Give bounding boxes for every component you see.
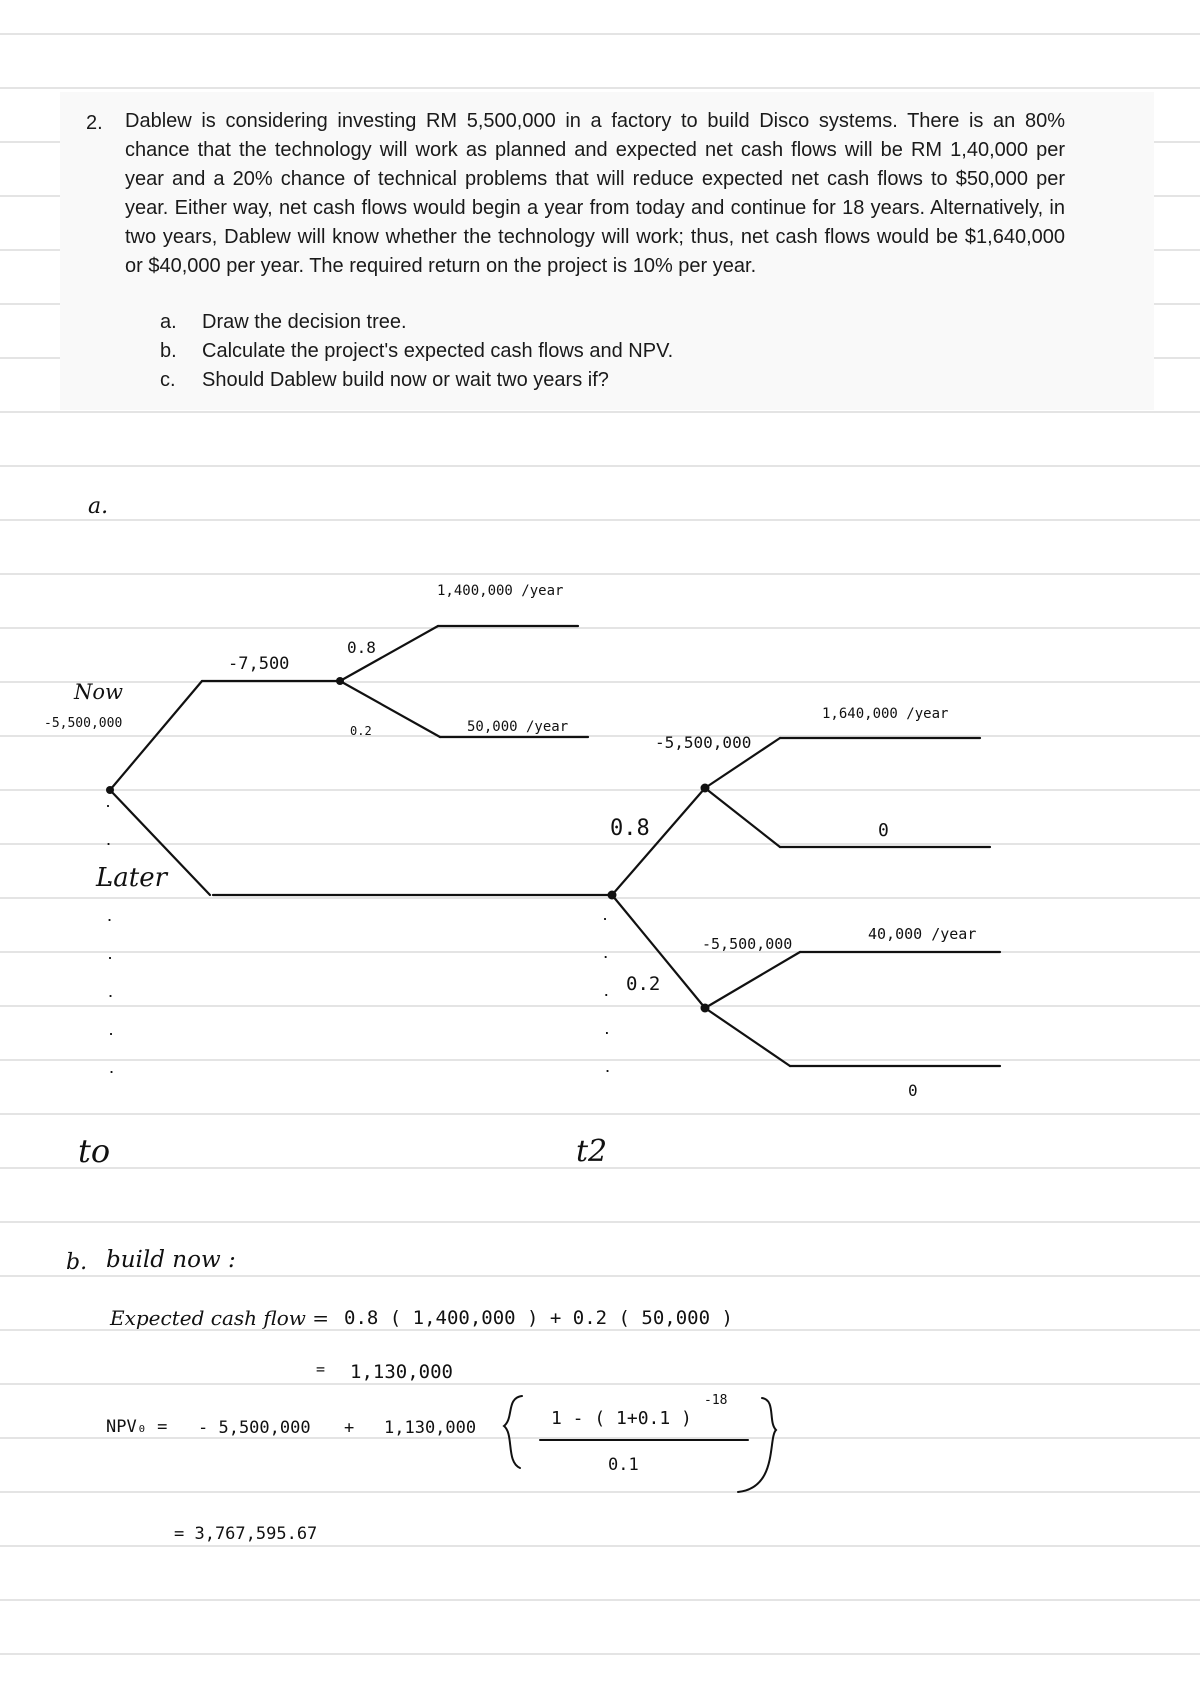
tree-later-label: Later	[96, 863, 168, 893]
npv-investment: - 5,500,000	[198, 1418, 311, 1438]
answer-b-label: b.	[66, 1250, 88, 1275]
tree-later-invest-low: -5,500,000	[702, 935, 793, 953]
npv-result: = 3,767,595.67	[174, 1524, 318, 1544]
tree-now-label: Now	[74, 680, 123, 704]
answer-a-label: a.	[88, 494, 109, 519]
question-text: Dablew is considering investing RM 5,500,000 in a factory to build Disco systems. There is an 80% chance that the technology will work as planned and expected net cash flows will be RM 1,40,000 per year and a 20% chance of technical problems that will reduce expected net cash flows to $50,000 per year. Either way, net cash flows would begin a year from today and continue for 18 years. Alternatively, in two years, Dablew will know whether the technology will work; thus, net cash flows would be $1,640,000 or $40,000 per year. The required return on the project is 10% per year.	[125, 110, 1065, 277]
question-number: 2.	[86, 112, 103, 134]
tree-p-high: 0.8	[347, 638, 376, 657]
npv-numerator: 1 - ( 1+0.1 )	[551, 1408, 692, 1429]
npv-denominator: 0.1	[608, 1455, 639, 1475]
ecf-result: 1,130,000	[350, 1361, 453, 1383]
tree-branch-cost: -7,500	[228, 654, 290, 674]
tree-now-low-cf: 50,000 /year	[467, 719, 569, 735]
timeline-t2-label: t2	[576, 1134, 608, 1169]
tree-later-p-high: 0.8	[610, 816, 650, 841]
timeline-t0-label: to	[78, 1132, 111, 1170]
part-letter: a.	[160, 311, 177, 333]
ecf-label: Expected cash flow =	[110, 1306, 329, 1330]
npv-cash-flow: 1,130,000	[384, 1418, 477, 1438]
tree-later-invest-high: -5,500,000	[655, 733, 752, 752]
part-text: Should Dablew build now or wait two years if?	[202, 369, 609, 391]
tree-now-value: -5,500,000	[44, 716, 123, 731]
tree-now-high-cf: 1,400,000 /year	[437, 583, 564, 599]
tree-later-low-zero: 0	[908, 1081, 918, 1100]
part-letter: c.	[160, 369, 176, 391]
ecf-equals: =	[316, 1360, 326, 1378]
ecf-formula: 0.8 ( 1,400,000 ) + 0.2 ( 50,000 )	[344, 1307, 733, 1329]
npv-label: NPV₀ =	[106, 1417, 168, 1437]
tree-later-low-cf: 40,000 /year	[868, 925, 977, 943]
left-brace-icon	[504, 1396, 522, 1468]
right-brace-icon	[738, 1398, 776, 1492]
npv-exponent: -18	[704, 1393, 728, 1408]
npv-plus: +	[344, 1418, 355, 1438]
part-text: Calculate the project's expected cash flows and NPV.	[202, 340, 674, 362]
part-text: Draw the decision tree.	[202, 311, 407, 333]
tree-later-high-zero: 0	[878, 820, 889, 841]
part-letter: b.	[160, 340, 177, 362]
answer-b-heading: build now :	[106, 1247, 236, 1273]
tree-later-p-low: 0.2	[626, 973, 661, 995]
tree-p-low: 0.2	[350, 724, 372, 738]
tree-later-high-cf: 1,640,000 /year	[822, 706, 949, 722]
